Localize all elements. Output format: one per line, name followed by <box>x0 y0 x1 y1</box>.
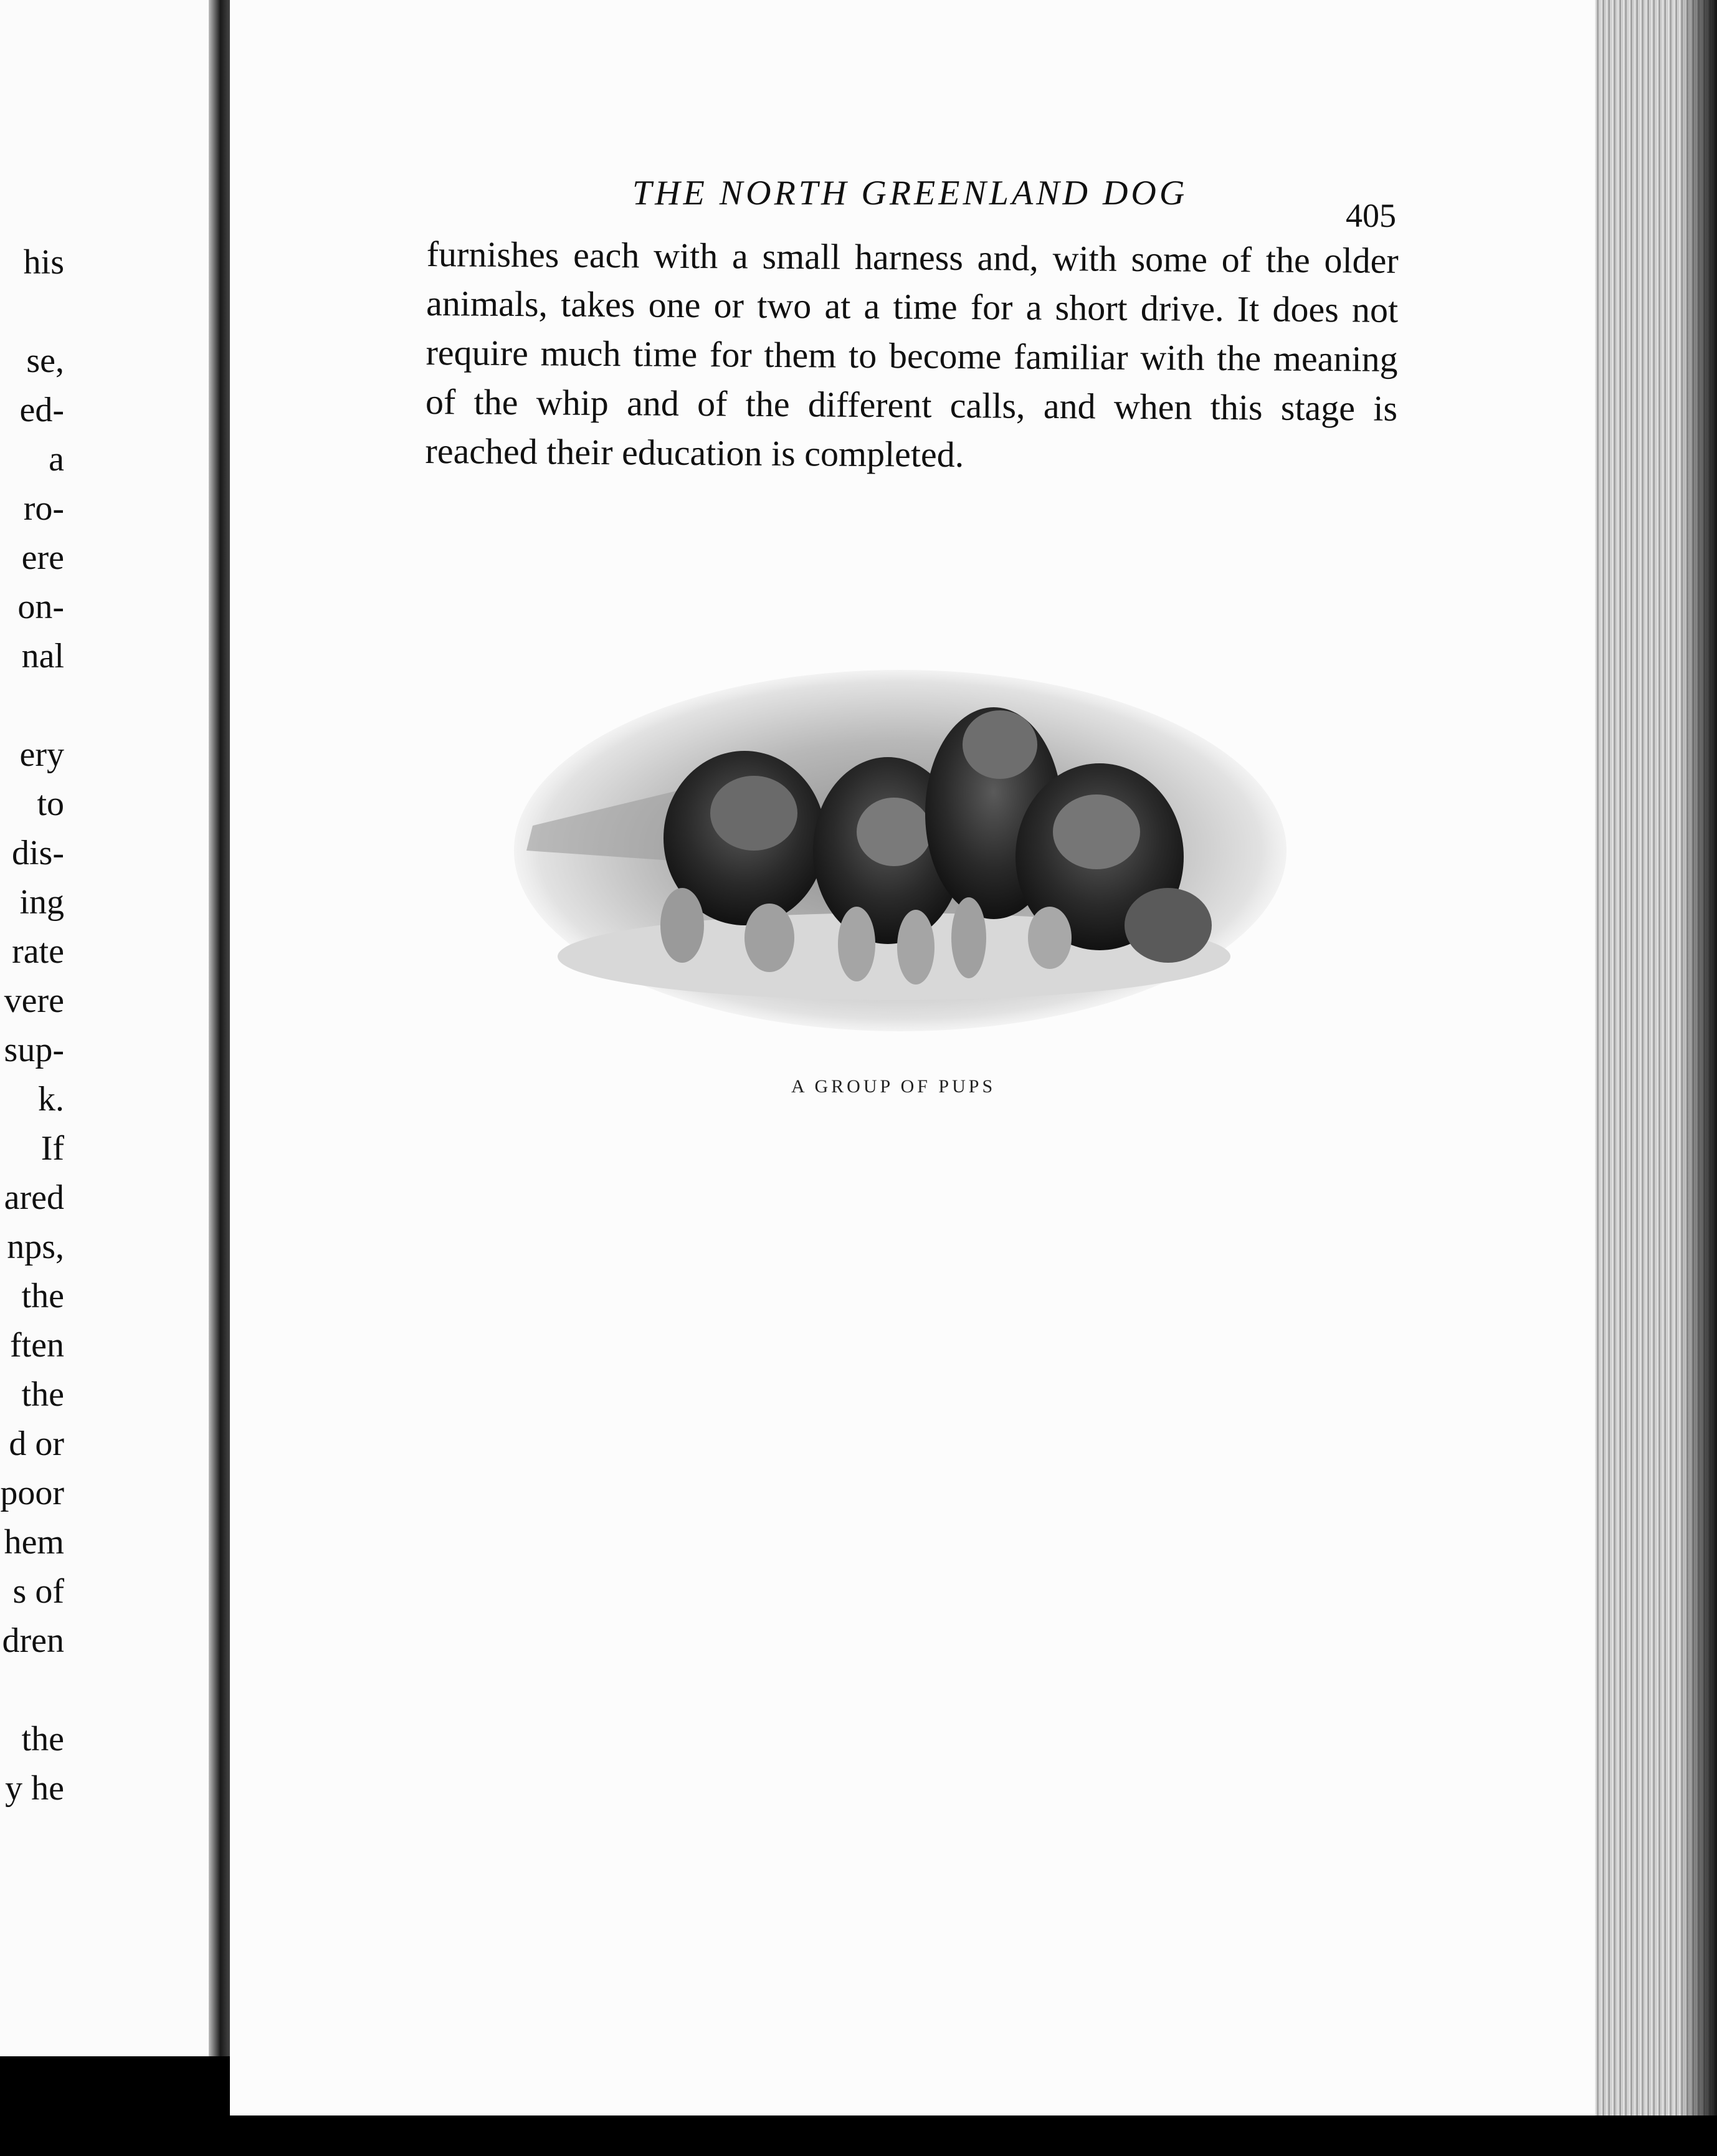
facing-line: dis- <box>12 834 64 872</box>
facing-line: his <box>23 243 64 282</box>
facing-line: k. <box>38 1080 64 1119</box>
puppies-illustration <box>508 664 1293 1050</box>
facing-line: ed- <box>19 391 64 429</box>
body-paragraph: furnishes each with a small harness and, with some of the older animals, takes one or two at a time for a short drive. It does not require much time for them to become familiar with the meaning of the whip and of the different calls, and when this stage is reached their education is completed. <box>425 233 1399 475</box>
facing-line: to <box>37 785 64 823</box>
facing-line: the <box>21 1375 64 1414</box>
facing-line: poor <box>0 1474 64 1512</box>
facing-line: ere <box>21 538 64 577</box>
facing-line: d or <box>9 1424 64 1463</box>
facing-page <box>0 0 209 2056</box>
facing-line: ro- <box>23 489 64 528</box>
facing-line: dren <box>2 1621 64 1660</box>
facing-line: se, <box>26 341 64 380</box>
facing-line: If <box>40 1129 64 1168</box>
facing-line: nal <box>21 637 64 675</box>
facing-line: ing <box>19 883 64 922</box>
book-gutter <box>209 0 230 2056</box>
illustration-caption: A GROUP OF PUPS <box>791 1076 996 1097</box>
facing-line: on- <box>17 588 64 626</box>
facing-line: ery <box>19 735 64 774</box>
facing-line: ared <box>4 1178 64 1217</box>
facing-line: rate <box>12 932 64 971</box>
page-number: 405 <box>1346 197 1396 234</box>
page-edges <box>1595 0 1717 2115</box>
facing-line: s of <box>12 1572 64 1611</box>
facing-line: sup- <box>4 1031 64 1069</box>
running-head: THE NORTH GREENLAND DOG <box>632 174 1188 212</box>
facing-line: hem <box>4 1523 64 1562</box>
facing-line: the <box>21 1720 64 1758</box>
facing-line: nps, <box>7 1228 64 1266</box>
facing-line: ften <box>9 1326 64 1365</box>
facing-line: vere <box>4 981 64 1020</box>
facing-line: the <box>21 1277 64 1315</box>
facing-line: y he <box>5 1769 64 1808</box>
facing-line: a <box>49 440 64 479</box>
